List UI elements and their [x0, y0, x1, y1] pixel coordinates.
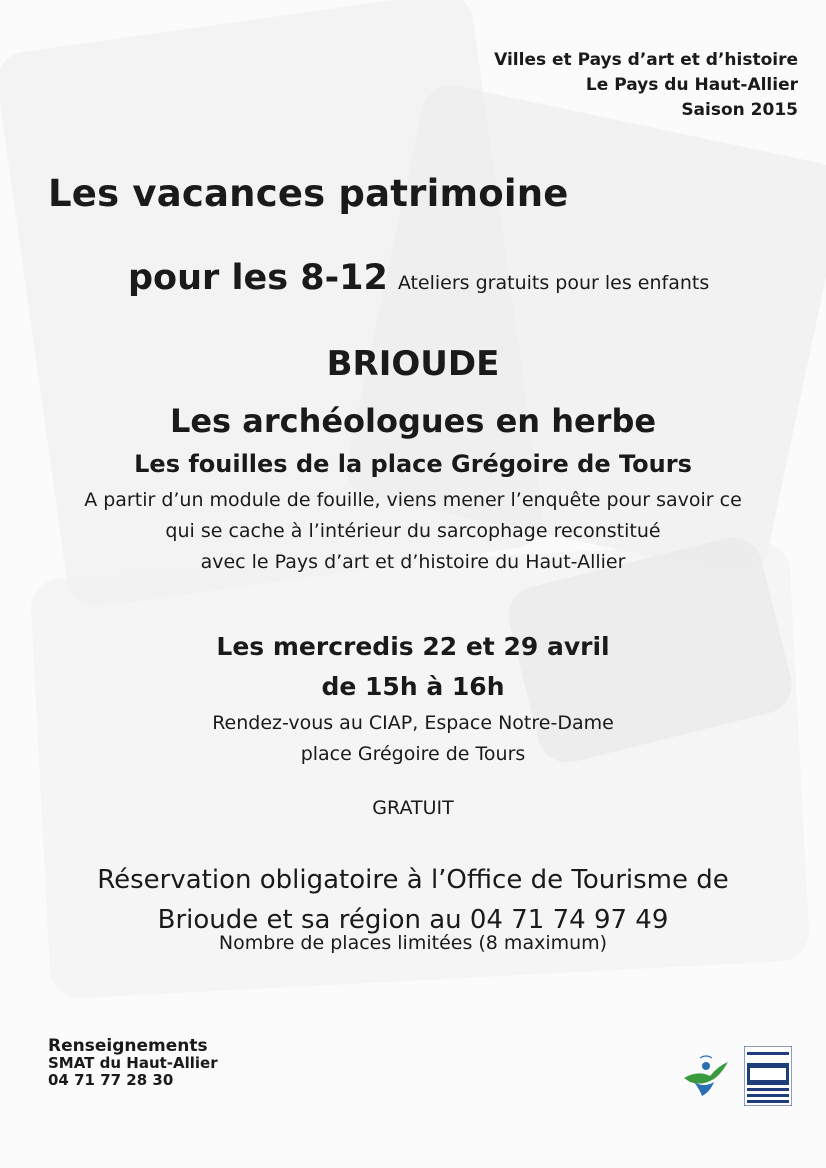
contact-phone: 04 71 77 28 30 — [48, 1071, 174, 1089]
meeting-line: Rendez-vous au CIAP, Espace Notre-Dame — [212, 712, 614, 734]
city-name: BRIOUDE — [326, 344, 500, 384]
meeting-line: place Grégoire de Tours — [300, 743, 526, 765]
age-subtitle: Ateliers gratuits pour les enfants — [397, 272, 710, 294]
header-block — [494, 48, 798, 123]
event-dates: Les mercredis 22 et 29 avril — [216, 632, 610, 661]
activity-subtitle: Les fouilles de la place Grégoire de Tours — [134, 450, 692, 478]
contact-block — [48, 1038, 218, 1089]
activity-description — [0, 485, 826, 578]
age-range: pour les 8-12 — [128, 258, 388, 298]
contact-heading: Renseignements — [48, 1036, 208, 1056]
header-line-season: Saison 2015 — [681, 100, 798, 120]
activity-title: Les archéologues en herbe — [169, 402, 657, 440]
description-line: A partir d’un module de fouille, viens mener l’enquête pour savoir ce — [84, 489, 742, 511]
price-label: GRATUIT — [372, 797, 454, 819]
meeting-place — [0, 708, 826, 770]
reservation-block — [0, 860, 826, 940]
bird-logo-icon — [680, 1052, 730, 1100]
age-line — [128, 258, 709, 298]
reservation-line: Réservation obligatoire à l’Office de Tourisme de — [97, 865, 729, 895]
poster-title: Les vacances patrimoine — [48, 172, 569, 215]
villes-dart-histoire-logo-icon — [744, 1046, 792, 1106]
header-line-region: Le Pays du Haut-Allier — [585, 75, 798, 95]
contact-org: SMAT du Haut-Allier — [48, 1054, 218, 1072]
description-line: qui se cache à l’intérieur du sarcophage reconstitué — [165, 520, 661, 542]
places-limit: Nombre de places limitées (8 maximum) — [218, 932, 608, 954]
event-time: de 15h à 16h — [321, 672, 505, 701]
header-line-network: Villes et Pays d’art et d’histoire — [494, 50, 798, 70]
reservation-line: Brioude et sa région au 04 71 74 97 49 — [157, 905, 669, 935]
description-line: avec le Pays d’art et d’histoire du Haut-Allier — [200, 551, 626, 573]
